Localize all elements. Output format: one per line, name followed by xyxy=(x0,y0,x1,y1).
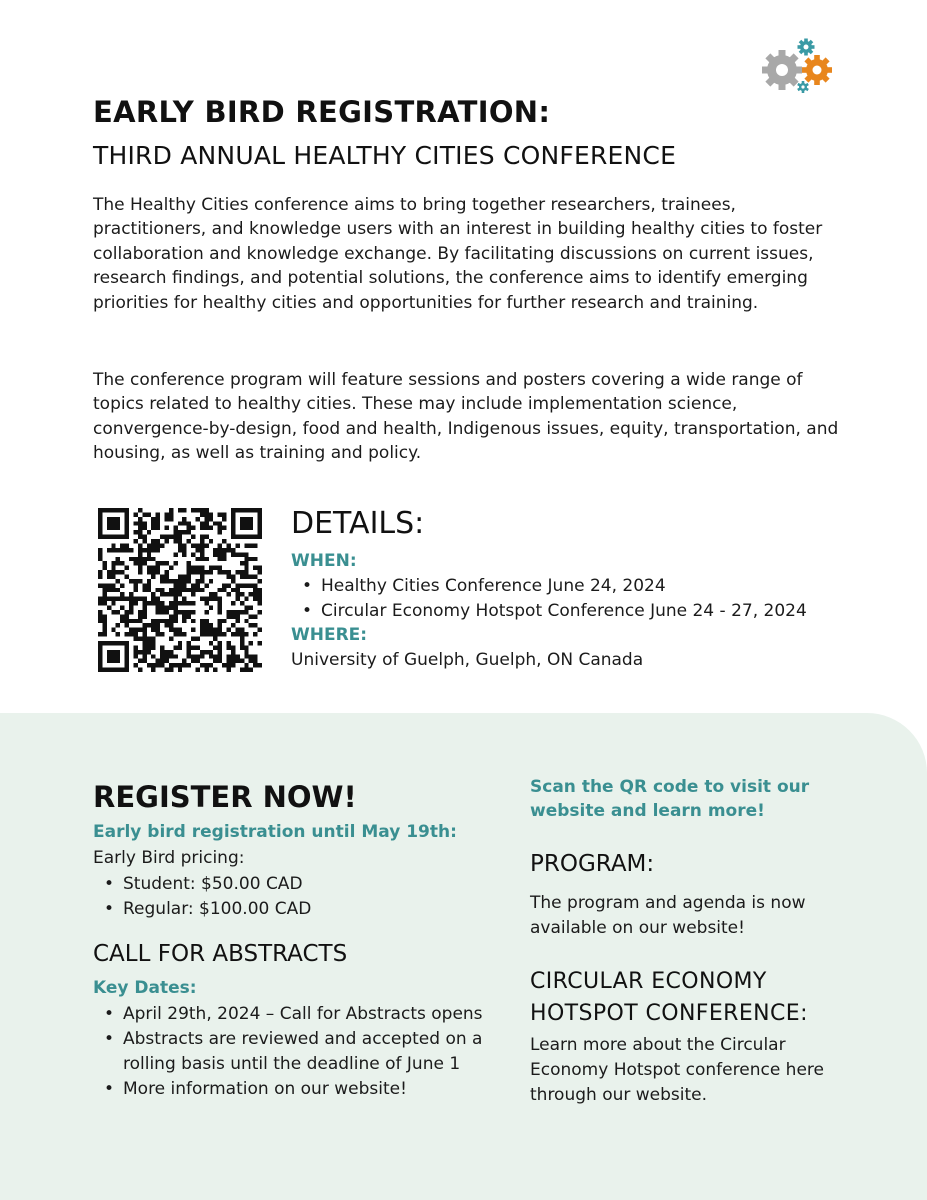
register-title: REGISTER NOW! xyxy=(93,780,357,814)
pricing-label: Early Bird pricing: xyxy=(93,848,245,868)
list-item: • April 29th, 2024 – Call for Abstracts opens xyxy=(93,1002,513,1027)
key-dates-label: Key Dates: xyxy=(93,978,197,998)
qr-code-icon[interactable] xyxy=(98,508,262,672)
list-item: • Circular Economy Hotspot Conference June 24 - 27, 2024 xyxy=(291,599,807,624)
pricing-list xyxy=(93,872,311,922)
when-list xyxy=(291,574,807,624)
page-subtitle: THIRD ANNUAL HEALTHY CITIES CONFERENCE xyxy=(93,141,677,170)
list-item: • Abstracts are reviewed and accepted on a rolling basis until the deadline of June 1 xyxy=(93,1027,513,1077)
when-label: WHEN: xyxy=(291,551,357,571)
list-item: • Student: $50.00 CAD xyxy=(93,872,311,897)
early-bird-label: Early bird registration until May 19th: xyxy=(93,822,457,842)
call-for-abstracts-title: CALL FOR ABSTRACTS xyxy=(93,941,348,967)
list-item: • Regular: $100.00 CAD xyxy=(93,897,311,922)
scan-qr-text: Scan the QR code to visit our website and learn more! xyxy=(530,777,810,821)
program-title: PROGRAM: xyxy=(530,851,655,877)
abstract-dates-list xyxy=(93,1002,513,1102)
gears-icon xyxy=(758,36,840,94)
intro-paragraph-1: The Healthy Cities conference aims to bring together researchers, trainees, practitioners, and knowledge users with an interest in building healthy cities to foster collaboration and knowledge exchange. By facilitating discussions on current issues, research findings, and potential solutions, the conference aims to identify emerging priorities for healthy cities and opportunities for further research and training. xyxy=(93,195,823,313)
where-label: WHERE: xyxy=(291,625,368,645)
circular-economy-text: Learn more about the Circular Economy Hotspot conference here through our website. xyxy=(530,1035,824,1105)
list-item: • More information on our website! xyxy=(93,1077,513,1102)
page-title: EARLY BIRD REGISTRATION: xyxy=(93,95,551,129)
circular-economy-title: CIRCULAR ECONOMY HOTSPOT CONFERENCE: xyxy=(530,969,808,1026)
program-text: The program and agenda is now available on our website! xyxy=(530,893,806,938)
details-title: DETAILS: xyxy=(291,506,425,541)
intro-paragraph-2: The conference program will feature sessions and posters covering a wide range of topics related to healthy cities. These may include implementation science, convergence-by-design, food and health, Indigenous issues, equity, transportation, and housing, as well as training and policy. xyxy=(93,370,839,464)
where-value: University of Guelph, Guelph, ON Canada xyxy=(291,650,644,670)
list-item: • Healthy Cities Conference June 24, 2024 xyxy=(291,574,807,599)
